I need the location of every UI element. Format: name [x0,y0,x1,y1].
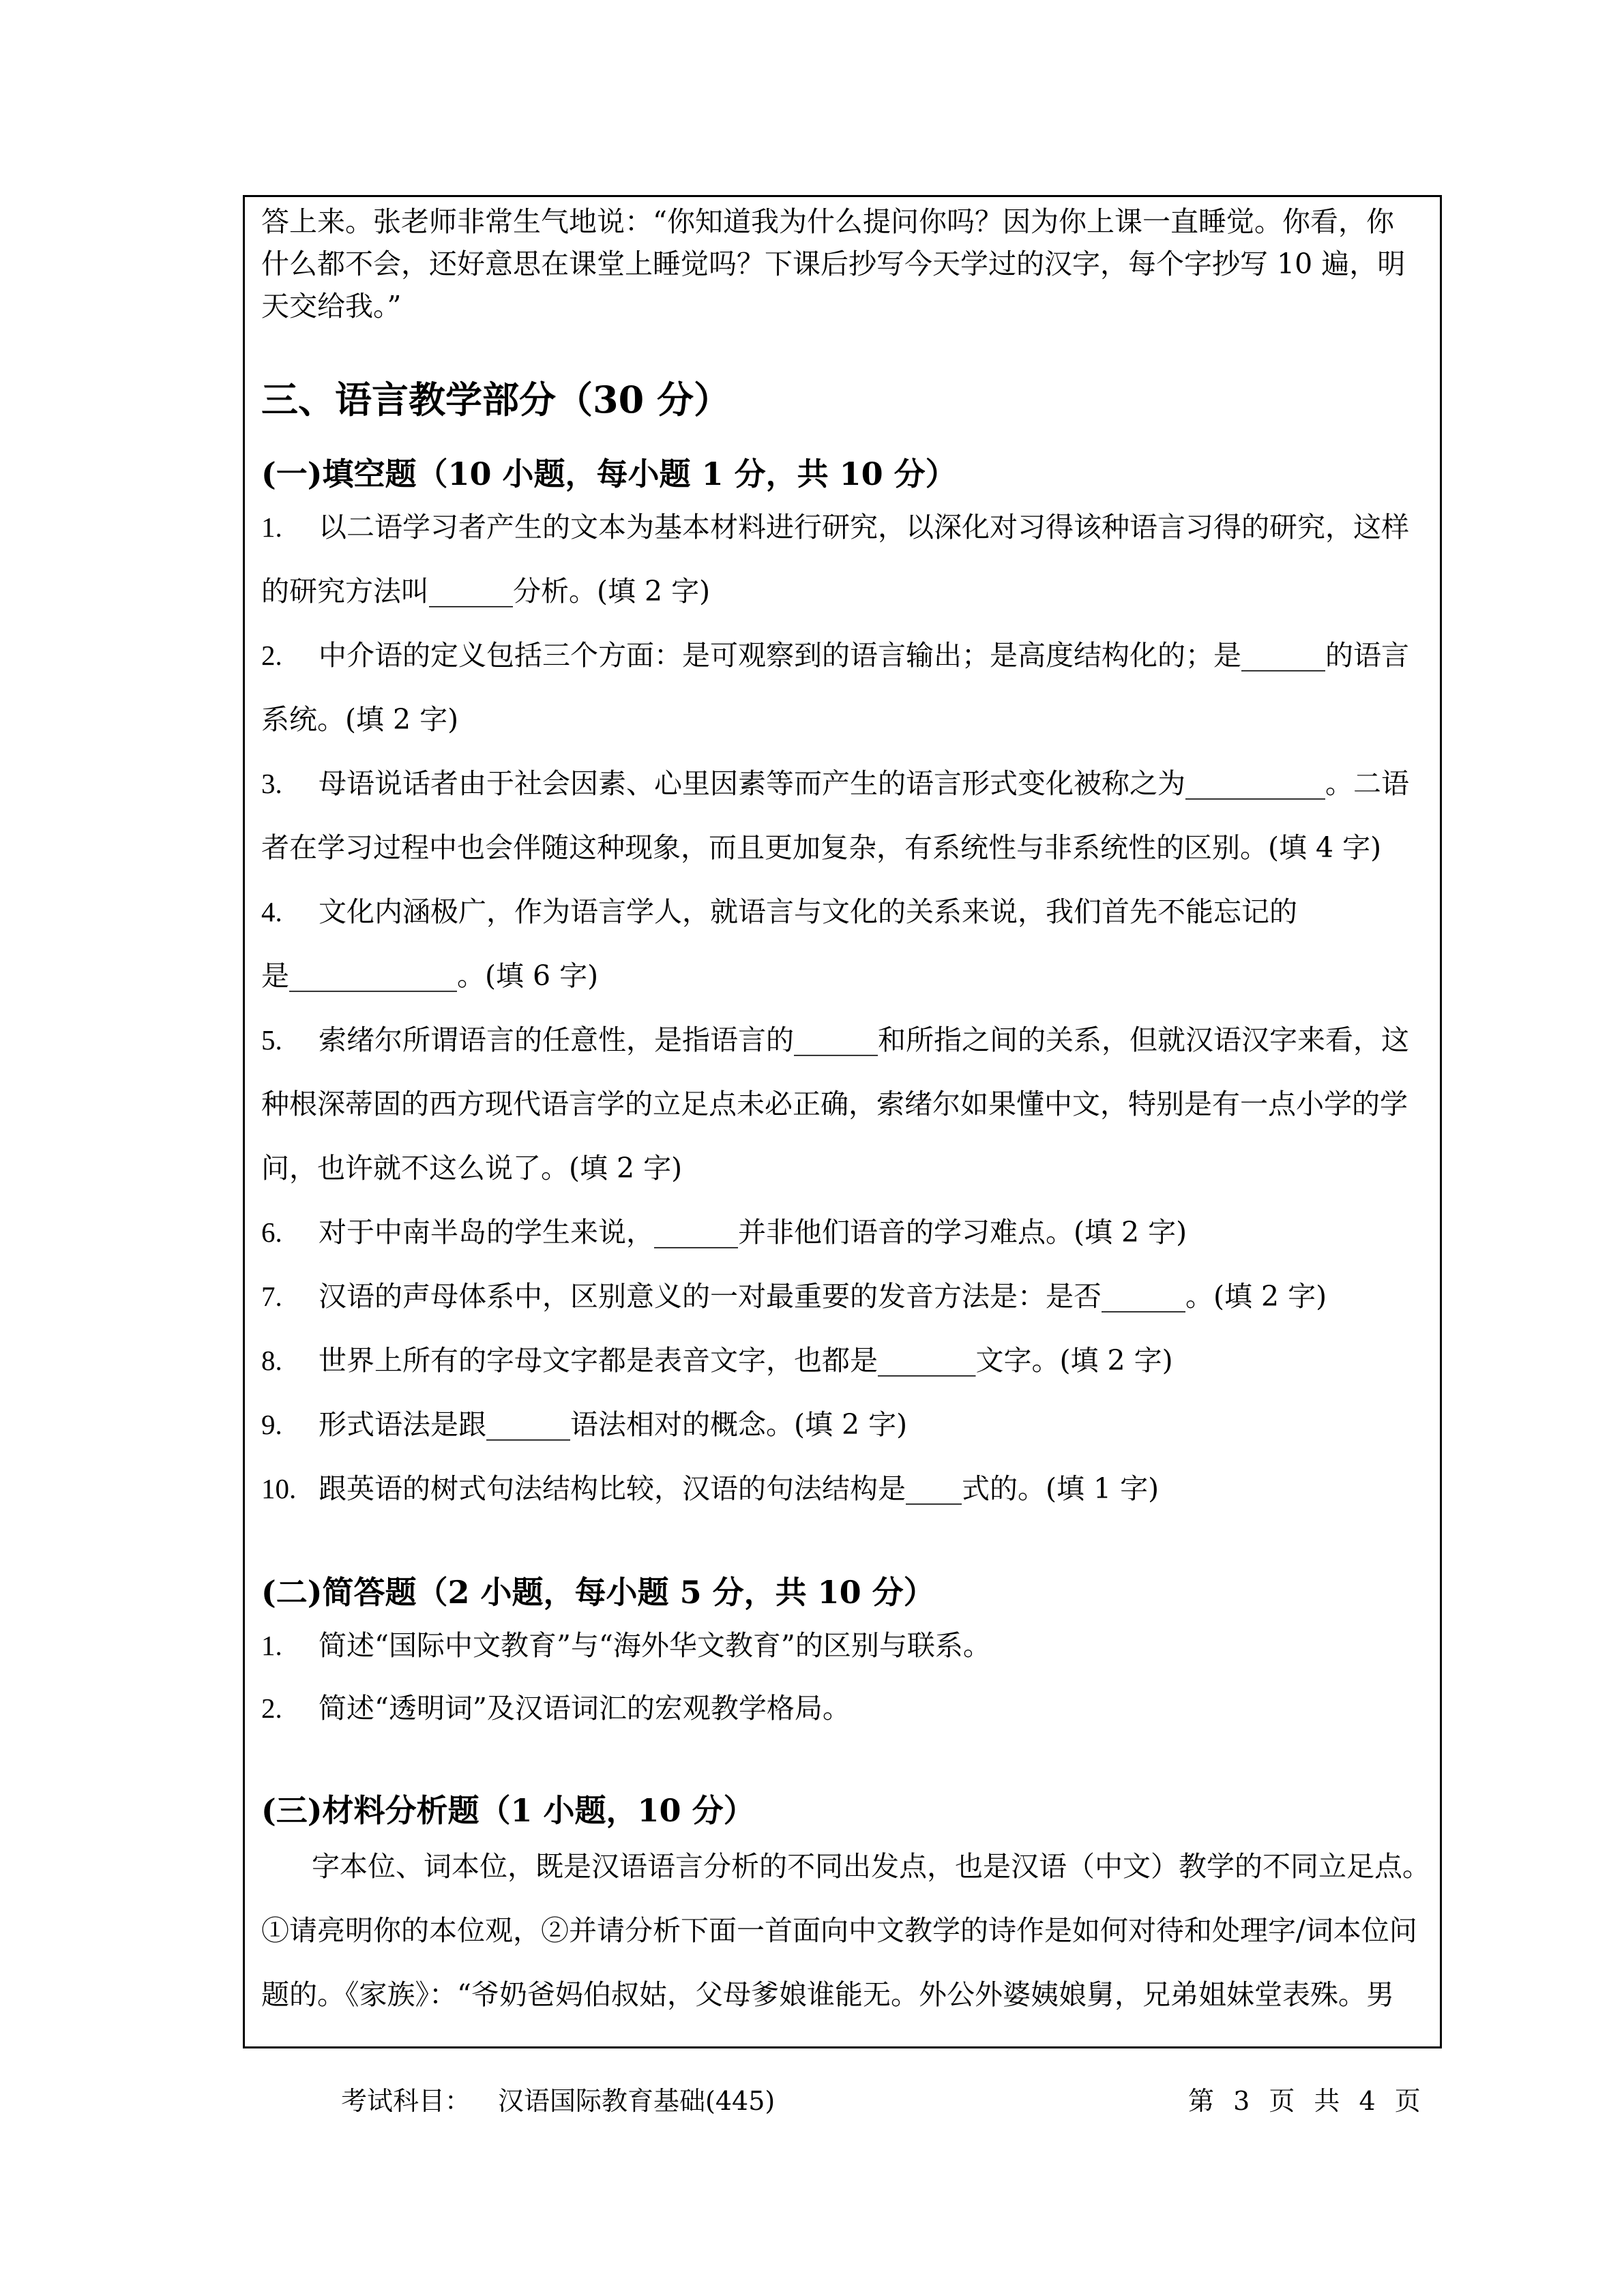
question-6: 6. 对于中南半岛的学生来说，______并非他们语音的学习难点。(填 2 字) [261,1213,1422,1251]
question-number: 4. [261,896,282,927]
short-answer-2: 2. 简述“透明词”及汉语词汇的宏观教学格局。 [261,1689,1422,1727]
material-line-1: 字本位、词本位，既是汉语语言分析的不同出发点，也是汉语（中文）教学的不同立足点。 [312,1850,1430,1883]
question-7: 7. 汉语的声母体系中，区别意义的一对最重要的发音方法是：是否______。(填 2 字) [261,1277,1422,1315]
question-3-line-1: 3. 母语说话者由于社会因素、心里因素等而产生的语言形式变化被称之为__________。二语 [261,764,1422,803]
question-2-line-2: 系统。(填 2 字) [261,703,459,736]
question-5-line-3: 问，也许就不这么说了。(填 2 字) [261,1152,683,1184]
question-10: 10. 跟英语的树式句法结构比较，汉语的句法结构是____式的。(填 1 字) [261,1470,1422,1508]
material-line-3: 题的。《家族》：“爷奶爸妈伯叔姑，父母爹娘谁能无。外公外婆姨娘舅，兄弟姐妹堂表殊。男 [261,1978,1394,2011]
question-5-line-1: 5. 索绪尔所谓语言的任意性，是指语言的______和所指之间的关系，但就汉语汉字来看，这 [261,1021,1422,1059]
question-9: 9. 形式语法是跟______语法相对的概念。(填 2 字) [261,1405,1422,1444]
question-number: 3. [261,768,282,799]
part-2-title: (二)简答题（2 小题，每小题 5 分，共 10 分） [261,1574,935,1611]
question-number: 2. [261,1693,282,1724]
question-number: 5. [261,1024,282,1056]
question-4-line-2: 是____________。(填 6 字) [261,959,599,992]
footer-page-number: 第 3 页 共 4 页 [1188,2086,1426,2116]
question-number: 8. [261,1345,282,1376]
question-2-line-1: 2. 中介语的定义包括三个方面：是可观察到的语言输出；是高度结构化的；是______的语言 [261,636,1422,674]
question-number: 1. [261,511,282,543]
question-number: 7. [261,1281,282,1312]
continuation-line-3: 天交给我。” [261,290,402,323]
footer-subject-name: 汉语国际教育基础(445) [498,2086,776,2116]
question-number: 2. [261,640,282,671]
exam-content-frame [243,195,1442,2048]
continuation-line-2: 什么都不会，还好意思在课堂上睡觉吗？下课后抄写今天学过的汉字，每个字抄写 10 遍，明 [261,248,1406,280]
question-number: 9. [261,1409,282,1440]
question-number: 6. [261,1217,282,1248]
footer-subject-label: 考试科目： [341,2086,471,2116]
question-1-line-1: 1. 以二语学习者产生的文本为基本材料进行研究，以深化对习得该种语言习得的研究，这样 [261,508,1422,546]
question-4-line-1: 4. 文化内涵极广，作为语言学人，就语言与文化的关系来说，我们首先不能忘记的 [261,893,1422,931]
question-number: 10. [261,1473,297,1504]
section-3-title: 三、语言教学部分（30 分） [261,378,730,421]
question-number: 1. [261,1630,282,1661]
short-answer-1: 1. 简述“国际中文教育”与“海外华文教育”的区别与联系。 [261,1626,1422,1665]
question-3-line-2: 者在学习过程中也会伴随这种现象，而且更加复杂，有系统性与非系统性的区别。(填 4 字) [261,831,1382,864]
footer-subject [341,2084,775,2118]
question-8: 8. 世界上所有的字母文字都是表音文字，也都是_______文字。(填 2 字) [261,1341,1422,1380]
question-5-line-2: 种根深蒂固的西方现代语言学的立足点未必正确，索绪尔如果懂中文，特别是有一点小学的学 [261,1088,1408,1120]
question-1-line-2: 的研究方法叫______分析。(填 2 字) [261,575,711,608]
part-3-title: (三)材料分析题（1 小题，10 分） [261,1792,755,1829]
part-1-title: (一)填空题（10 小题，每小题 1 分，共 10 分） [261,456,957,492]
material-line-2: ①请亮明你的本位观，②并请分析下面一首面向中文教学的诗作是如何对待和处理字/词本位问 [261,1914,1417,1947]
continuation-line-1: 答上来。张老师非常生气地说：“你知道我为什么提问你吗？因为你上课一直睡觉。你看，你 [261,205,1394,238]
